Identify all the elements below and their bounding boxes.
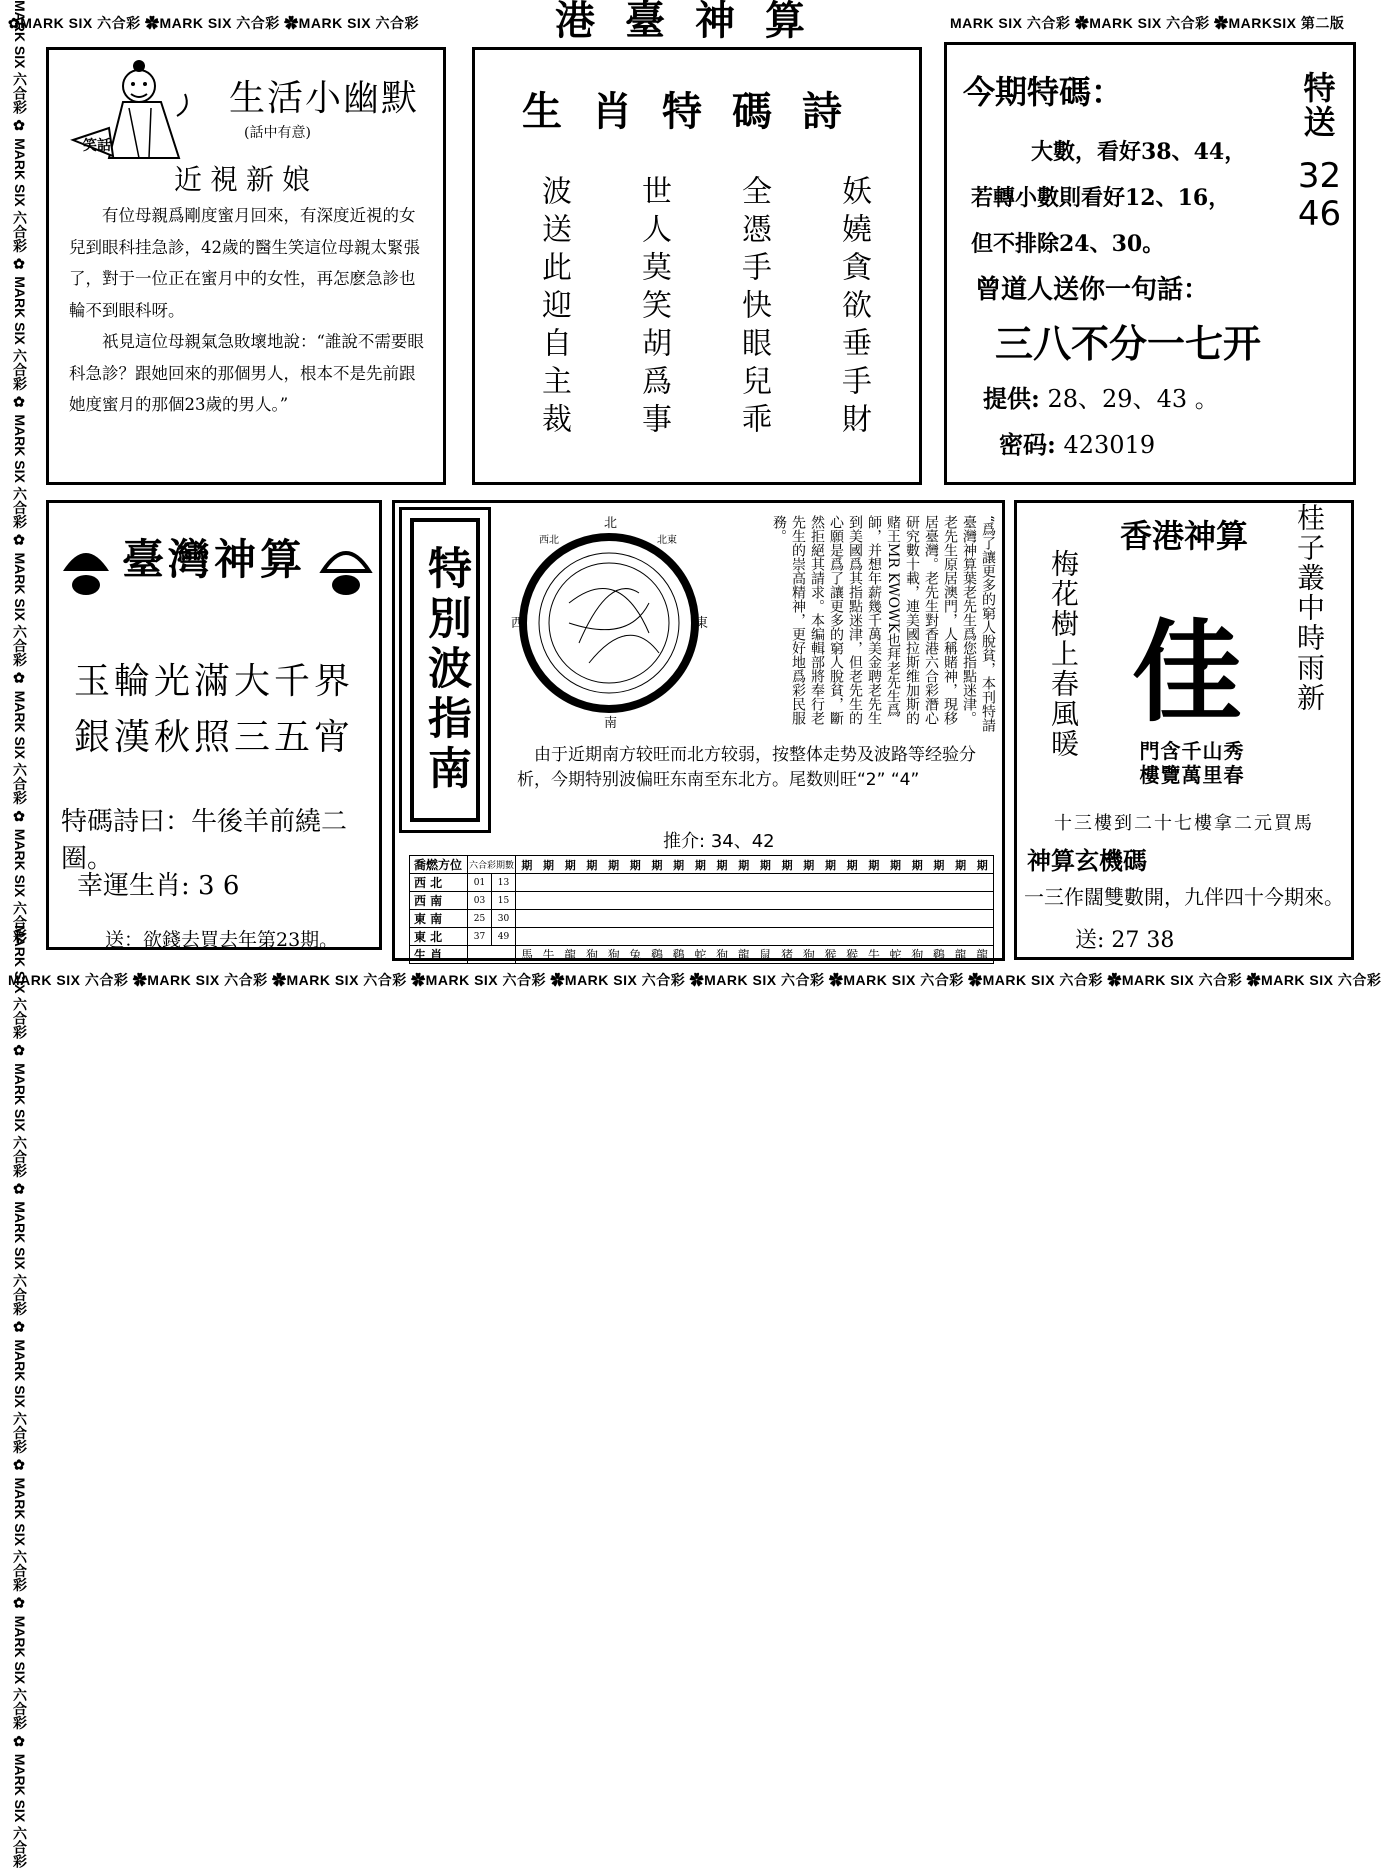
- period-cell: 期: [738, 858, 750, 872]
- zodiac-poem-box: [472, 47, 922, 485]
- period-cell: 期: [933, 858, 945, 872]
- taiwan-box: [46, 500, 382, 950]
- compass-north: 北: [604, 516, 618, 531]
- zodiac-cell: 猴: [824, 948, 837, 962]
- code-line-1: 大數，看好38、44，: [1031, 139, 1247, 165]
- special-number-2: 46: [1297, 194, 1342, 234]
- taiwan-send: 送：欲錢去買去年第23期。: [105, 929, 339, 951]
- zodiac-cell: 鷄: [932, 948, 945, 962]
- left-border-strip: [0, 0, 30, 944]
- provide-value: 28、29、43 。: [1047, 385, 1219, 413]
- row-a: 25: [468, 910, 492, 928]
- row-name: 西 南: [410, 892, 468, 910]
- row-a: [468, 946, 516, 964]
- table-row: [410, 874, 994, 892]
- period-cell: 期: [868, 858, 880, 872]
- provide-row: [983, 379, 1219, 414]
- password-row: [999, 425, 1155, 460]
- zodiac-cell: 鷄: [672, 948, 685, 962]
- row-b: 15: [492, 892, 516, 910]
- saying: 三八不分一七开: [995, 322, 1262, 366]
- period-cell: 期: [955, 858, 967, 872]
- period-cell: 期: [521, 858, 533, 872]
- wave-table: [409, 855, 994, 964]
- period-cell: 期: [890, 858, 902, 872]
- hk-line-1: 十三樓到二十七樓拿二元買馬: [1054, 813, 1314, 834]
- lucky-zodiac: [77, 865, 239, 902]
- row-a: 03: [468, 892, 492, 910]
- guide-analysis: 由于近期南方较旺而北方较弱，按整体走势及波路等经验分析，今期特别波偏旺东南至东北方。尾数则旺“2” “4”: [517, 745, 976, 790]
- row-marks: [516, 874, 994, 892]
- special-code-box: [944, 42, 1356, 485]
- lucky-value: 3 6: [198, 871, 240, 901]
- hk-big-character: 佳: [1132, 609, 1242, 737]
- top-border-strip-left: ✿MARK SIX 六合彩 ✿MARK SIX 六合彩 ✿MARK SIX 六合彩: [8, 15, 420, 31]
- poem-title: 生肖特碼詩: [522, 88, 872, 135]
- code-line-3: 但不排除24、30。: [971, 231, 1165, 257]
- poem-line-4: 波送此迎自主裁: [536, 175, 571, 441]
- period-cell: 期: [716, 858, 728, 872]
- taiwan-line-2: 銀漢秋照三五宵: [73, 717, 354, 758]
- period-cell: 期: [586, 858, 598, 872]
- password-label: 密码:: [999, 430, 1056, 459]
- poem-line-3: 世人莫笑胡爲事: [636, 175, 671, 441]
- table-row: [410, 892, 994, 910]
- row-b: 49: [492, 928, 516, 946]
- period-cell: 期: [911, 858, 923, 872]
- compass-nw: 西北: [539, 535, 559, 546]
- zodiac-cell: 鷄: [650, 948, 663, 962]
- table-header-left: 喬燃方位: [410, 856, 468, 874]
- hk-right-column: 桂子叢中時雨新: [1293, 503, 1326, 713]
- cartoon-scholar-icon: [69, 58, 209, 168]
- zodiac-cell: 龍: [954, 948, 967, 962]
- guide-intro-text: “爲了讓更多的窮人脫貧，本刊特請臺灣神算葉老先生爲您指點迷津。老先生原居澳門，人稱賭神，現移居臺灣。老先生對香港六合彩潛心研究數十載，連美國拉斯维加斯的赌王MR KWOWK也拜老先生爲師，并想年薪幾千萬美金聘老先生到美國爲其指點迷津，但老先生的心願是爲了讓更多的窮人脫貧，斷然拒絕其請求。本编輯部將奉行老先生的崇高精神，更好地爲彩民服務。: [771, 515, 996, 733]
- guide-title: 特別波指南: [410, 518, 480, 822]
- hk-code-label: 神算玄機碼: [1027, 846, 1147, 875]
- zodiac-cell: 狗: [802, 948, 815, 962]
- table-header-row: [410, 856, 994, 874]
- period-cell: 期: [694, 858, 706, 872]
- period-cell: 期: [781, 858, 793, 872]
- quote-intro: 曾道人送你一句話：: [975, 275, 1210, 305]
- period-cell: 期: [608, 858, 620, 872]
- hk-left-column: 梅花樹上春風暖: [1047, 549, 1080, 759]
- right-border-strip: [0, 925, 30, 1868]
- period-cell: 期: [824, 858, 836, 872]
- period-cell: 期: [629, 858, 641, 872]
- zodiac-cell: 狗: [607, 948, 620, 962]
- left-border-text: MARK SIX 六合彩 ✿ MARK SIX 六合彩 ✿ MARK SIX 六合彩 ✿ MARK SIX 六合彩 ✿ MARK SIX 六合彩 ✿ MARK SIX 六合彩 ✿ MARK SIX 六合彩: [12, 0, 28, 944]
- taiwan-poem-text: 牛後羊前繞二圈。: [61, 807, 348, 874]
- row-marks: [516, 910, 994, 928]
- zodiac-cell: 馬: [520, 948, 533, 962]
- hk-title: 香港神算: [1119, 517, 1248, 555]
- guide-box: [392, 500, 1005, 961]
- period-cell: 期: [651, 858, 663, 872]
- humor-subtitle: (話中有意): [244, 125, 311, 141]
- recommend-label: 推介:: [663, 831, 706, 852]
- zodiac-cell: 猴: [846, 948, 859, 962]
- taiwan-poem: [61, 801, 379, 875]
- zodiac-cell: 龍: [564, 948, 577, 962]
- zodiac-cell: 牛: [867, 948, 880, 962]
- zodiac-cells: [516, 946, 994, 964]
- humor-box: [46, 47, 446, 485]
- period-cell: 期: [673, 858, 685, 872]
- row-name: 東 南: [410, 910, 468, 928]
- row-a: 37: [468, 928, 492, 946]
- special-send-label: 特送: [1303, 69, 1336, 141]
- poem-line-2: 全憑手快眼兒乖: [736, 175, 771, 441]
- guide-recommend: [663, 827, 775, 853]
- zodiac-cell: 牛: [542, 948, 555, 962]
- top-border-strip-right: MARK SIX 六合彩 ✿MARK SIX 六合彩 ✿MARKSIX 第二版: [950, 15, 1345, 31]
- hk-couplet: [1107, 739, 1277, 787]
- row-name: 生 肖: [410, 946, 468, 964]
- poem-columns: [533, 175, 873, 475]
- hk-send-label: 送:: [1075, 928, 1105, 953]
- period-cells: [516, 856, 994, 874]
- period-cell: 期: [543, 858, 555, 872]
- table-row: [410, 946, 994, 964]
- compass-east: 東: [695, 616, 709, 631]
- table-row: [410, 910, 994, 928]
- period-cell: 期: [846, 858, 858, 872]
- period-cell: 期: [759, 858, 771, 872]
- special-number-1: 32: [1297, 156, 1342, 196]
- humor-body: [69, 200, 429, 421]
- zodiac-cell: 蛇: [694, 948, 707, 962]
- code-lines: [971, 129, 1301, 267]
- poem-line-1: 妖嬈貪欲垂手財: [836, 175, 871, 441]
- table-header-mid: 六合彩期數: [468, 856, 516, 874]
- hk-send: [1075, 923, 1174, 954]
- code-line-2: 若轉小數則看好12、16，: [971, 185, 1231, 211]
- period-cell: 期: [564, 858, 576, 872]
- hk-couplet-1: 門含千山秀: [1139, 739, 1245, 763]
- zodiac-cell: 狗: [716, 948, 729, 962]
- taiwan-poem-label: 特碼詩曰：: [61, 807, 192, 837]
- zodiac-cell: 鼠: [759, 948, 772, 962]
- table-row: [410, 928, 994, 946]
- password-value: 423019: [1063, 431, 1156, 459]
- period-cell: 期: [803, 858, 815, 872]
- hk-line-2: 一三作闊雙數開，九伴四十今期來。: [1024, 885, 1344, 909]
- humor-paragraph-2: 祇見這位母親氣急敗壞地說：“誰說不需要眼科急診？跟她回來的那個男人，根本不是先前跟她度蜜月的那個23歲的男人。”: [69, 332, 424, 414]
- compass-icon: [509, 513, 709, 733]
- humor-paragraph-1: 有位母親爲剛度蜜月回來，有深度近視的女兒到眼科挂急診，42歲的醫生笑這位母親太緊張了，對于一位正在蜜月中的女性，再怎麽急診也輪不到眼科呀。: [69, 206, 420, 320]
- compass-south: 南: [604, 716, 618, 731]
- zodiac-cell: 狗: [911, 948, 924, 962]
- row-name: 東 北: [410, 928, 468, 946]
- zodiac-cell: 蛇: [889, 948, 902, 962]
- zodiac-cell: 狗: [585, 948, 598, 962]
- hk-send-value: 27 38: [1111, 928, 1175, 953]
- zodiac-cell: 龍: [976, 948, 989, 962]
- row-b: 13: [492, 874, 516, 892]
- compass-ne: 北東: [657, 535, 677, 546]
- lucky-label: 幸運生肖:: [77, 871, 190, 901]
- row-a: 01: [468, 874, 492, 892]
- taiwan-line-1: 玉輪光滿大千界: [73, 661, 354, 702]
- period-cell: 期: [976, 858, 988, 872]
- humor-headline: 近視新娘: [173, 163, 318, 196]
- row-marks: [516, 928, 994, 946]
- guide-title-frame: [399, 507, 491, 833]
- recommend-value: 34、42: [710, 831, 775, 852]
- humor-title: 生活小幽默: [229, 78, 420, 119]
- row-marks: [516, 892, 994, 910]
- right-border-text: MARK SIX 六合彩 ✿ MARK SIX 六合彩 ✿ MARK SIX 六合彩 ✿ MARK SIX 六合彩 ✿ MARK SIX 六合彩 ✿ MARK SIX 六合彩 ✿ MARK SIX 六合彩: [12, 925, 28, 1868]
- taiwan-title: 臺灣神算: [121, 535, 306, 584]
- zodiac-cell: 兔: [629, 948, 642, 962]
- bottom-border-strip: MARK SIX 六合彩 ✿MARK SIX 六合彩 ✿MARK SIX 六合彩 ✿MARK SIX 六合彩 ✿MARK SIX 六合彩 ✿MARK SIX 六合彩 ✿MARK SIX 六合彩 ✿MARK SIX 六合彩 ✿MARK SIX 六合彩 ✿MARK SIX 六合彩: [8, 972, 1382, 988]
- zodiac-cell: 猪: [781, 948, 794, 962]
- hk-box: [1014, 500, 1354, 960]
- row-b: 30: [492, 910, 516, 928]
- code-title: 今期特碼：: [963, 73, 1124, 111]
- row-name: 西 北: [410, 874, 468, 892]
- zodiac-cell: 龍: [737, 948, 750, 962]
- provide-label: 提供:: [983, 384, 1040, 413]
- masthead-title: 港臺神算: [555, 0, 835, 44]
- hk-couplet-2: 樓覽萬里春: [1139, 763, 1245, 787]
- compass-west: 西: [511, 616, 525, 631]
- cartoon-label: 笑話: [83, 138, 111, 154]
